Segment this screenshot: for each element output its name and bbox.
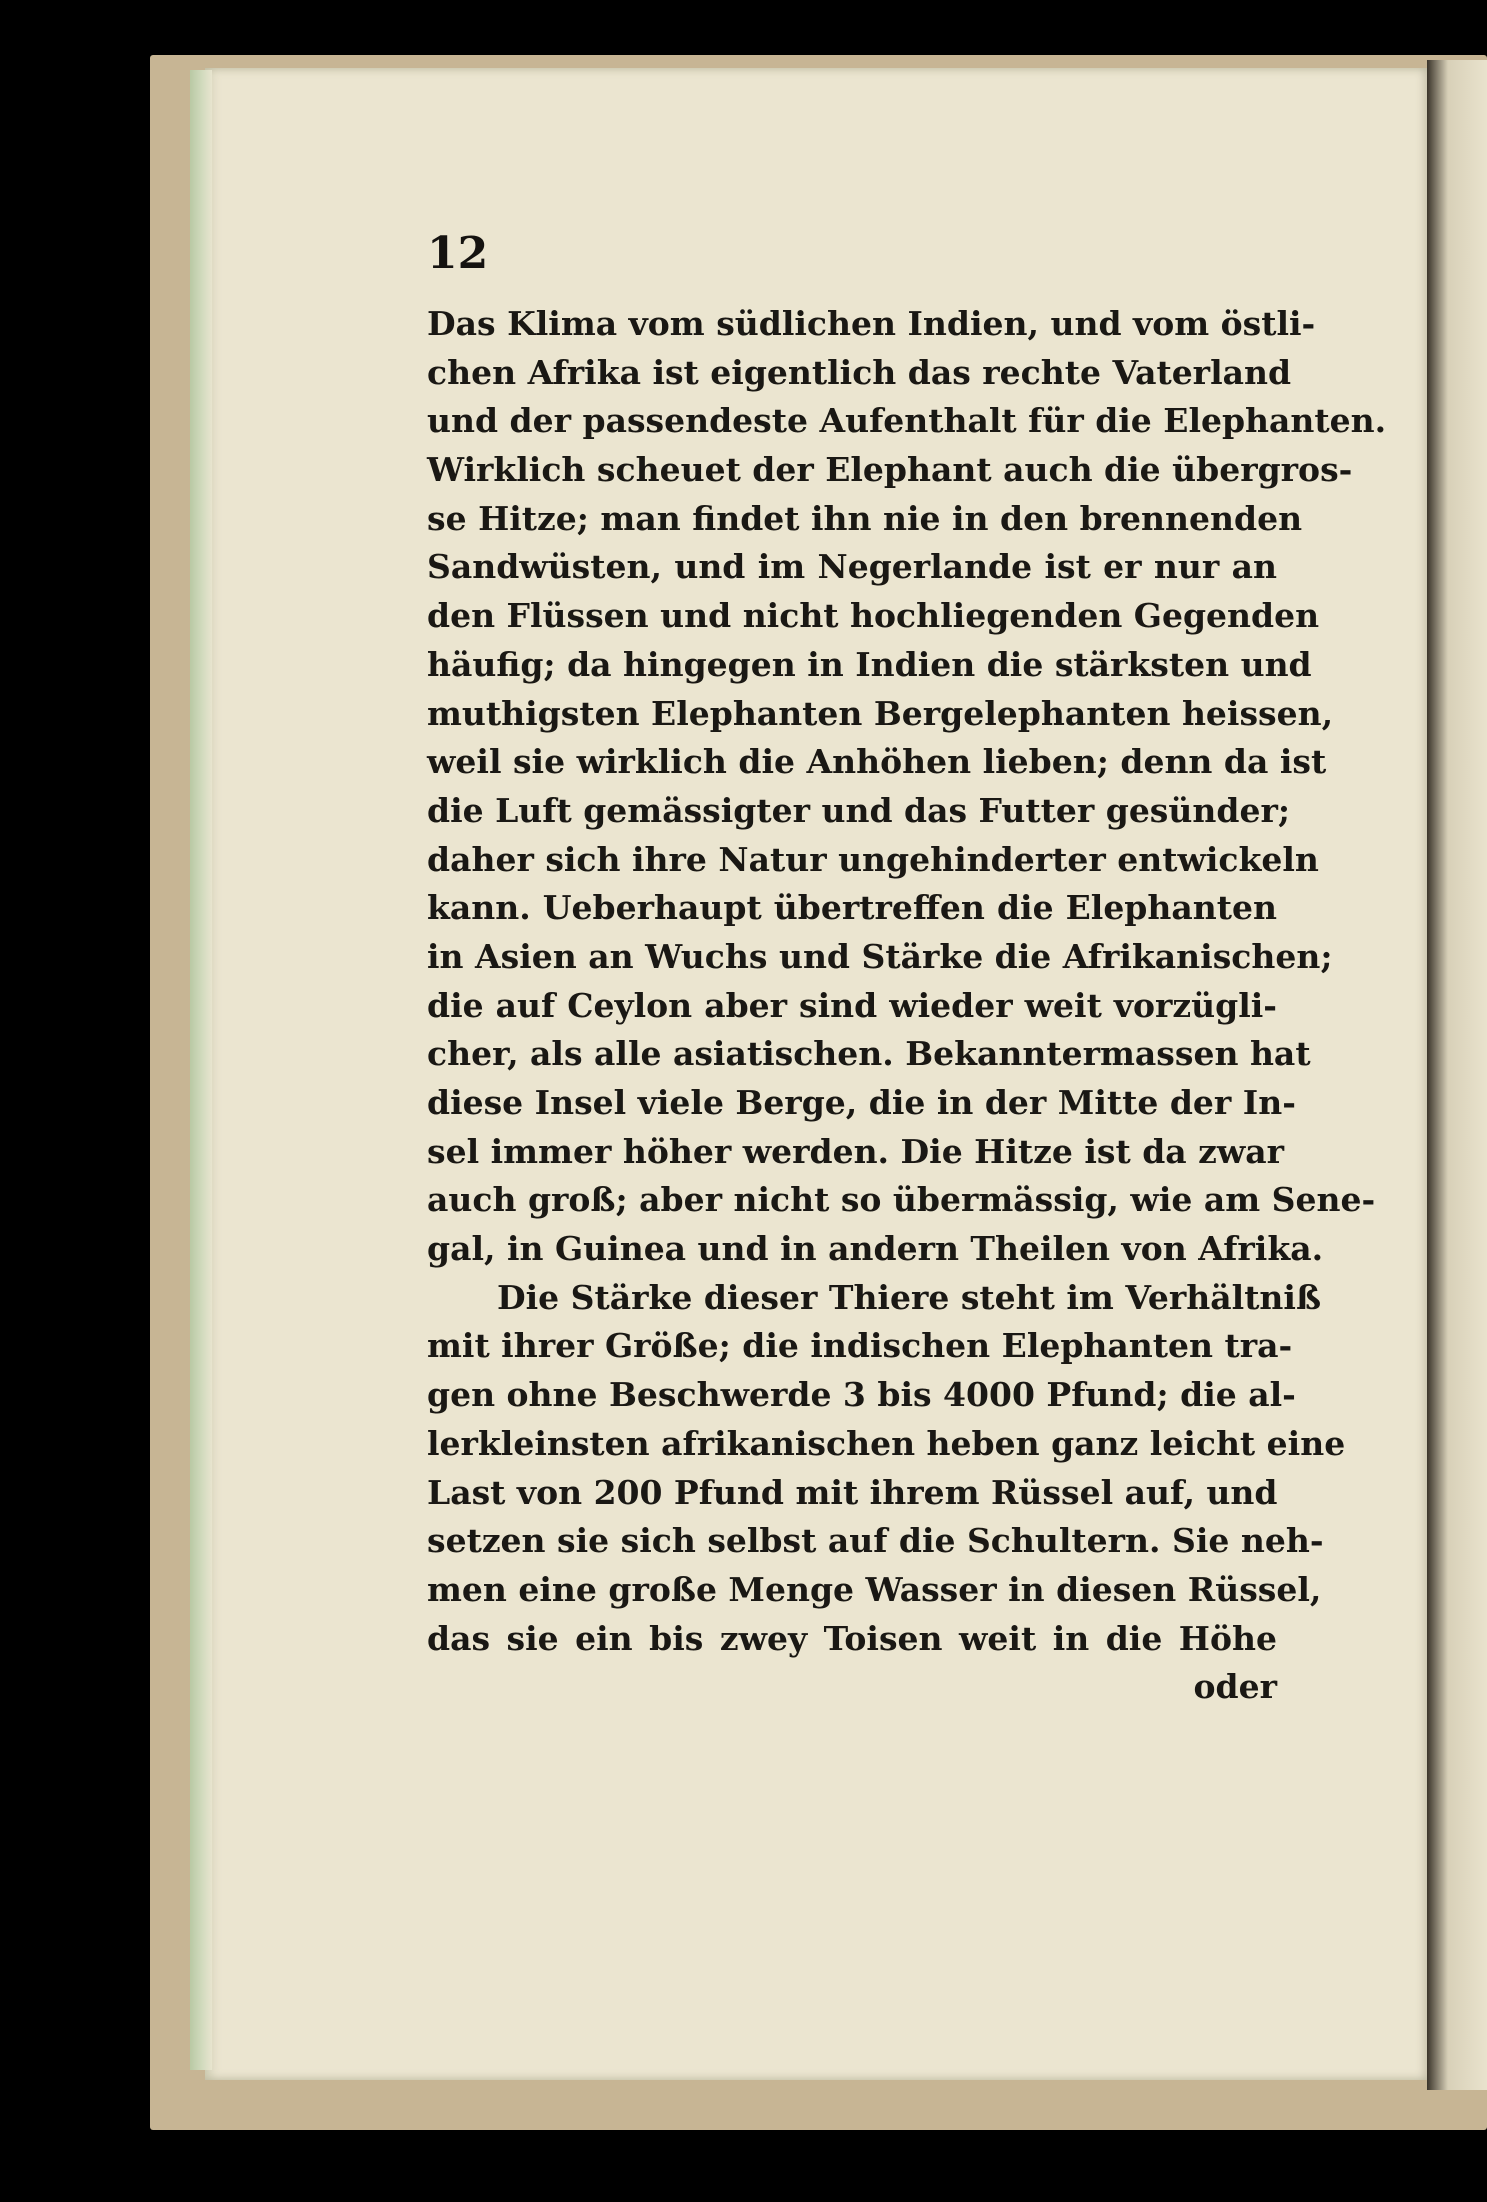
text-line: Die Stärke dieser Thiere steht im Verhältniß — [497, 1277, 1322, 1317]
text-line: men eine große Menge Wasser in diesen Rüssel, — [427, 1569, 1322, 1609]
text-line: cher, als alle asiatischen. Bekanntermassen hat — [427, 1034, 1311, 1074]
text-line: häufig; da hingegen in Indien die stärksten und — [427, 644, 1312, 684]
book-gutter — [1427, 60, 1487, 2090]
body-text — [427, 300, 1387, 1712]
text-line: mit ihrer Größe; die indischen Elephanten tra- — [427, 1326, 1293, 1366]
text-line: Last von 200 Pfund mit ihrem Rüssel auf, und — [427, 1472, 1278, 1512]
text-line: lerkleinsten afrikanischen heben ganz leicht eine — [427, 1423, 1346, 1463]
text-line: in Asien an Wuchs und Stärke die Afrikanischen; — [427, 936, 1333, 976]
text-line: gen ohne Beschwerde 3 bis 4000 Pfund; die al- — [427, 1375, 1296, 1415]
text-line: diese Insel viele Berge, die in der Mitte der In- — [427, 1083, 1296, 1122]
text-line: Das Klima vom südlichen Indien, und vom östli- — [427, 304, 1316, 343]
text-line: gal, in Guinea und in andern Theilen von Afrika. — [427, 1229, 1324, 1269]
text-line: weil sie wirklich die Anhöhen lieben; denn da ist — [427, 742, 1327, 782]
text-line: den Flüssen und nicht hochliegenden Gegenden — [427, 596, 1320, 636]
catchword: oder — [1193, 1667, 1277, 1707]
text-line: chen Afrika ist eigentlich das rechte Vaterland — [427, 352, 1292, 392]
text-line: muthigsten Elephanten Bergelephanten heissen, — [427, 693, 1334, 733]
page-edge — [190, 70, 212, 2070]
page-number: 12 — [427, 228, 489, 279]
text-line: sel immer höher werden. Die Hitze ist da zwar — [427, 1131, 1285, 1171]
text-line: und der passendeste Aufenthalt für die Elephanten. — [427, 401, 1387, 441]
text-line: auch groß; aber nicht so übermässig, wie am Sene- — [427, 1180, 1376, 1220]
text-line: se Hitze; man findet ihn nie in den brennenden — [427, 498, 1303, 538]
text-line: das sie ein bis zwey Toisen weit in die Höhe — [427, 1618, 1277, 1658]
text-line: die auf Ceylon aber sind wieder weit vorzügli- — [427, 985, 1277, 1025]
text-line: setzen sie sich selbst auf die Schultern. Sie neh- — [427, 1521, 1324, 1561]
text-line: Wirklich scheuet der Elephant auch die übergros- — [427, 450, 1353, 490]
text-line: die Luft gemässigter und das Futter gesünder; — [427, 790, 1291, 830]
text-line: daher sich ihre Natur ungehinderter entwickeln — [427, 839, 1319, 879]
text-line: kann. Ueberhaupt übertreffen die Elephanten — [427, 888, 1277, 928]
text-line: Sandwüsten, und im Negerlande ist er nur an — [427, 547, 1277, 587]
